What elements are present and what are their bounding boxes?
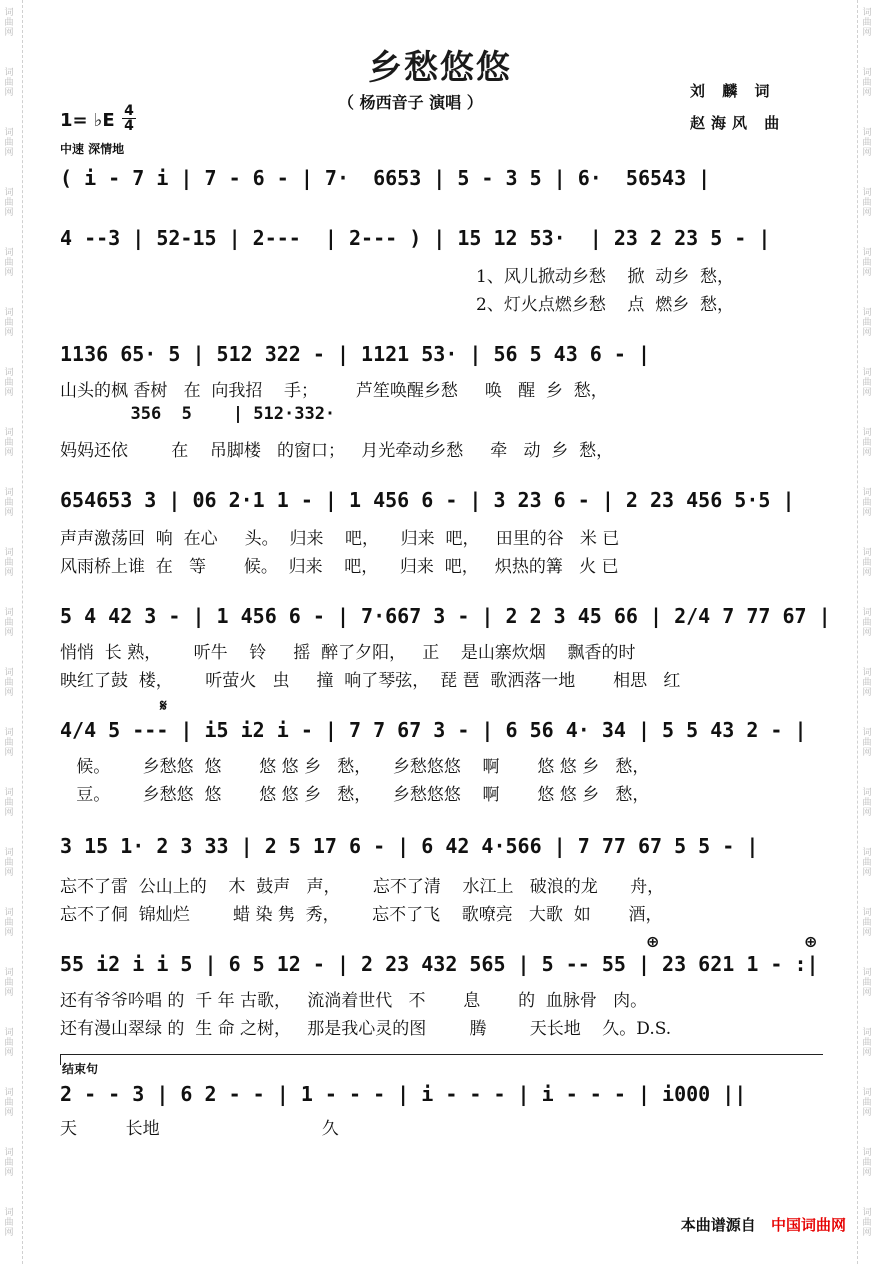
score-row-5-notes: 654653 3 | 06 2·1 1 - | 1 456 6 - | 3 23 6 - | 2 23 456 5·5 | <box>60 488 795 512</box>
score-row-5-lyric-2: 风雨桥上谁 在 等 候。 归来 吧， 归来 吧， 炽热的篝 火 已 <box>60 557 619 577</box>
score-row-6-lyric-2: 映红了鼓 楼， 听萤火 虫 撞 响了琴弦， 琵 琶 歌洒落一地 相思 红 <box>60 671 681 691</box>
score-row-9-notes: 55 i2 i i 5 | 6 5 12 - | 2 23 432 565 | 5 -- 55 | 23 621 1 - :| <box>60 952 819 976</box>
score-row-9-lyric-1: 还有爷爷吟唱 的 千 年 古歌， 流淌着世代 不 息 的 血脉骨 肉。 <box>60 991 648 1011</box>
ending-label: 结束句 <box>62 1062 99 1076</box>
score-row-4-notes: 356 5 | 512·332· <box>110 404 336 424</box>
meter-top: 4 <box>124 103 134 119</box>
meter-bottom: 4 <box>124 118 134 134</box>
score-row-4-lyric-1: 妈妈还依 在 吊脚楼 的窗口； 月光牵动乡愁 牵 动 乡 愁， <box>60 441 614 461</box>
watermark-glyphs: 词 曲 网 <box>4 1028 14 1058</box>
score-row-7-notes: 4/4 5 --- | i5 i2 i - | 7 7 67 3 - | 6 56 4· 34 | 5 5 43 2 - | <box>60 718 807 742</box>
composer-credit: 赵海风 曲 <box>690 114 786 132</box>
score-row-10-notes: 2 - - 3 | 6 2 - - | 1 - - - | i - - - | i - - - | i000 || <box>60 1082 747 1106</box>
watermark-glyphs: 词 曲 网 <box>4 8 14 38</box>
watermark-glyphs: 词 曲 网 <box>4 248 14 278</box>
watermark-glyphs: 词 曲 网 <box>4 848 14 878</box>
time-signature <box>122 104 136 133</box>
watermark-glyphs: 词 曲 网 <box>862 908 872 938</box>
watermark-glyphs: 词 曲 网 <box>862 728 872 758</box>
watermark-glyphs: 词 曲 网 <box>862 608 872 638</box>
watermark-glyphs: 词 曲 网 <box>862 308 872 338</box>
watermark-glyphs: 词 曲 网 <box>862 368 872 398</box>
ending-bracket <box>60 1054 823 1065</box>
watermark-glyphs: 词 曲 网 <box>862 488 872 518</box>
watermark-glyphs: 词 曲 网 <box>4 968 14 998</box>
score-row-1-notes: ( i - 7 i | 7 - 6 - | 7· 6653 | 5 - 3 5 | 6· 56543 | <box>60 166 711 190</box>
right-watermark-strip <box>857 0 880 1264</box>
watermark-glyphs: 词 曲 网 <box>4 1148 14 1178</box>
score-row-5-lyric-1: 声声激荡回 响 在心 头。 归来 吧， 归来 吧， 田里的谷 米 已 <box>60 529 620 549</box>
watermark-glyphs: 词 曲 网 <box>862 248 872 278</box>
watermark-glyphs: 词 曲 网 <box>4 1088 14 1118</box>
score-row-8-notes: 3 15 1· 2 3 33 | 2 5 17 6 - | 6 42 4·566 | 7 77 67 5 5 - | <box>60 834 759 858</box>
score-row-7-lyric-1: 候。 乡愁悠 悠 悠 悠 乡 愁， 乡愁悠悠 啊 悠 悠 乡 愁， <box>60 757 650 777</box>
score-row-2-notes: 4 --3 | 52-15 | 2--- | 2--- ) | 15 12 53· | 23 2 23 5 - | <box>60 226 771 250</box>
watermark-glyphs: 词 曲 网 <box>862 668 872 698</box>
watermark-glyphs: 词 曲 网 <box>862 968 872 998</box>
source-footer <box>681 1214 846 1235</box>
left-watermark-strip <box>0 0 23 1264</box>
singer-credit: （ 杨西音子 演唱 ） <box>338 93 483 112</box>
watermark-glyphs: 词 曲 网 <box>862 1148 872 1178</box>
watermark-glyphs: 词 曲 网 <box>4 668 14 698</box>
segno-sign: 𝄋 <box>160 696 167 715</box>
score-row-10-lyric-1: 天 长地 久 <box>60 1119 339 1139</box>
score-row-3-lyric-1: 山头的枫 香树 在 向我招 手； 芦笙唤醒乡愁 唤 醒 乡 愁， <box>60 381 608 401</box>
watermark-glyphs: 词 曲 网 <box>862 1208 872 1238</box>
watermark-glyphs: 词 曲 网 <box>4 68 14 98</box>
score-row-3-notes: 1136 65· 5 | 512 322 - | 1121 53· | 56 5 43 6 - | <box>60 342 651 366</box>
watermark-glyphs: 词 曲 网 <box>862 1028 872 1058</box>
watermark-glyphs: 词 曲 网 <box>4 368 14 398</box>
score-row-2-lyric-2: 2、灯火点燃乡愁 点 燃乡 愁， <box>476 295 735 315</box>
watermark-glyphs: 词 曲 网 <box>4 728 14 758</box>
score-row-6-lyric-1: 悄悄 长 熟， 听牛 铃 摇 醉了夕阳， 正 是山寨炊烟 飘香的时 <box>60 643 636 663</box>
watermark-glyphs: 词 曲 网 <box>862 788 872 818</box>
watermark-glyphs: 词 曲 网 <box>862 188 872 218</box>
score-row-6-notes: 5 4 42 3 - | 1 456 6 - | 7·667 3 - | 2 2 3 45 66 | 2/4 7 77 67 | <box>60 604 831 628</box>
footer-source-text: 本曲谱源自 <box>680 1216 756 1234</box>
watermark-glyphs: 词 曲 网 <box>4 488 14 518</box>
score-row-9-lyric-2: 还有漫山翠绿 的 生 命 之树， 那是我心灵的图 腾 天长地 久。D.S. <box>60 1019 672 1039</box>
watermark-glyphs: 词 曲 网 <box>4 128 14 158</box>
watermark-glyphs: 词 曲 网 <box>4 608 14 638</box>
song-title: 乡愁悠悠 <box>368 48 512 88</box>
watermark-glyphs: 词 曲 网 <box>4 788 14 818</box>
watermark-glyphs: 词 曲 网 <box>862 1088 872 1118</box>
watermark-glyphs: 词 曲 网 <box>4 908 14 938</box>
watermark-glyphs: 词 曲 网 <box>862 128 872 158</box>
key-signature: 1= ♭E <box>60 110 115 131</box>
coda-sign-1: ⊕ <box>646 932 660 951</box>
score-row-2-lyric-1: 1、风儿掀动乡愁 掀 动乡 愁， <box>476 267 735 287</box>
score-row-8-lyric-1: 忘不了雷 公山上的 木 鼓声 声， 忘不了清 水江上 破浪的龙 舟， <box>60 877 665 897</box>
watermark-glyphs: 词 曲 网 <box>862 848 872 878</box>
watermark-glyphs: 词 曲 网 <box>4 188 14 218</box>
watermark-glyphs: 词 曲 网 <box>862 548 872 578</box>
watermark-glyphs: 词 曲 网 <box>4 548 14 578</box>
tempo-marking: 中速 深情地 <box>60 142 125 156</box>
coda-sign-2: ⊕ <box>804 932 818 951</box>
lyricist-credit: 刘 麟 词 <box>690 82 776 100</box>
watermark-glyphs: 词 曲 网 <box>862 8 872 38</box>
watermark-glyphs: 词 曲 网 <box>862 428 872 458</box>
score-row-8-lyric-2: 忘不了侗 锦灿烂 蜡 染 隽 秀， 忘不了飞 歌嘹亮 大歌 如 酒， <box>60 905 663 925</box>
watermark-glyphs: 词 曲 网 <box>4 1208 14 1238</box>
score-row-7-lyric-2: 豆。 乡愁悠 悠 悠 悠 乡 愁， 乡愁悠悠 啊 悠 悠 乡 愁， <box>60 785 650 805</box>
watermark-glyphs: 词 曲 网 <box>4 308 14 338</box>
footer-site-link[interactable]: 中国词曲网 <box>770 1216 846 1234</box>
watermark-glyphs: 词 曲 网 <box>862 68 872 98</box>
watermark-glyphs: 词 曲 网 <box>4 428 14 458</box>
